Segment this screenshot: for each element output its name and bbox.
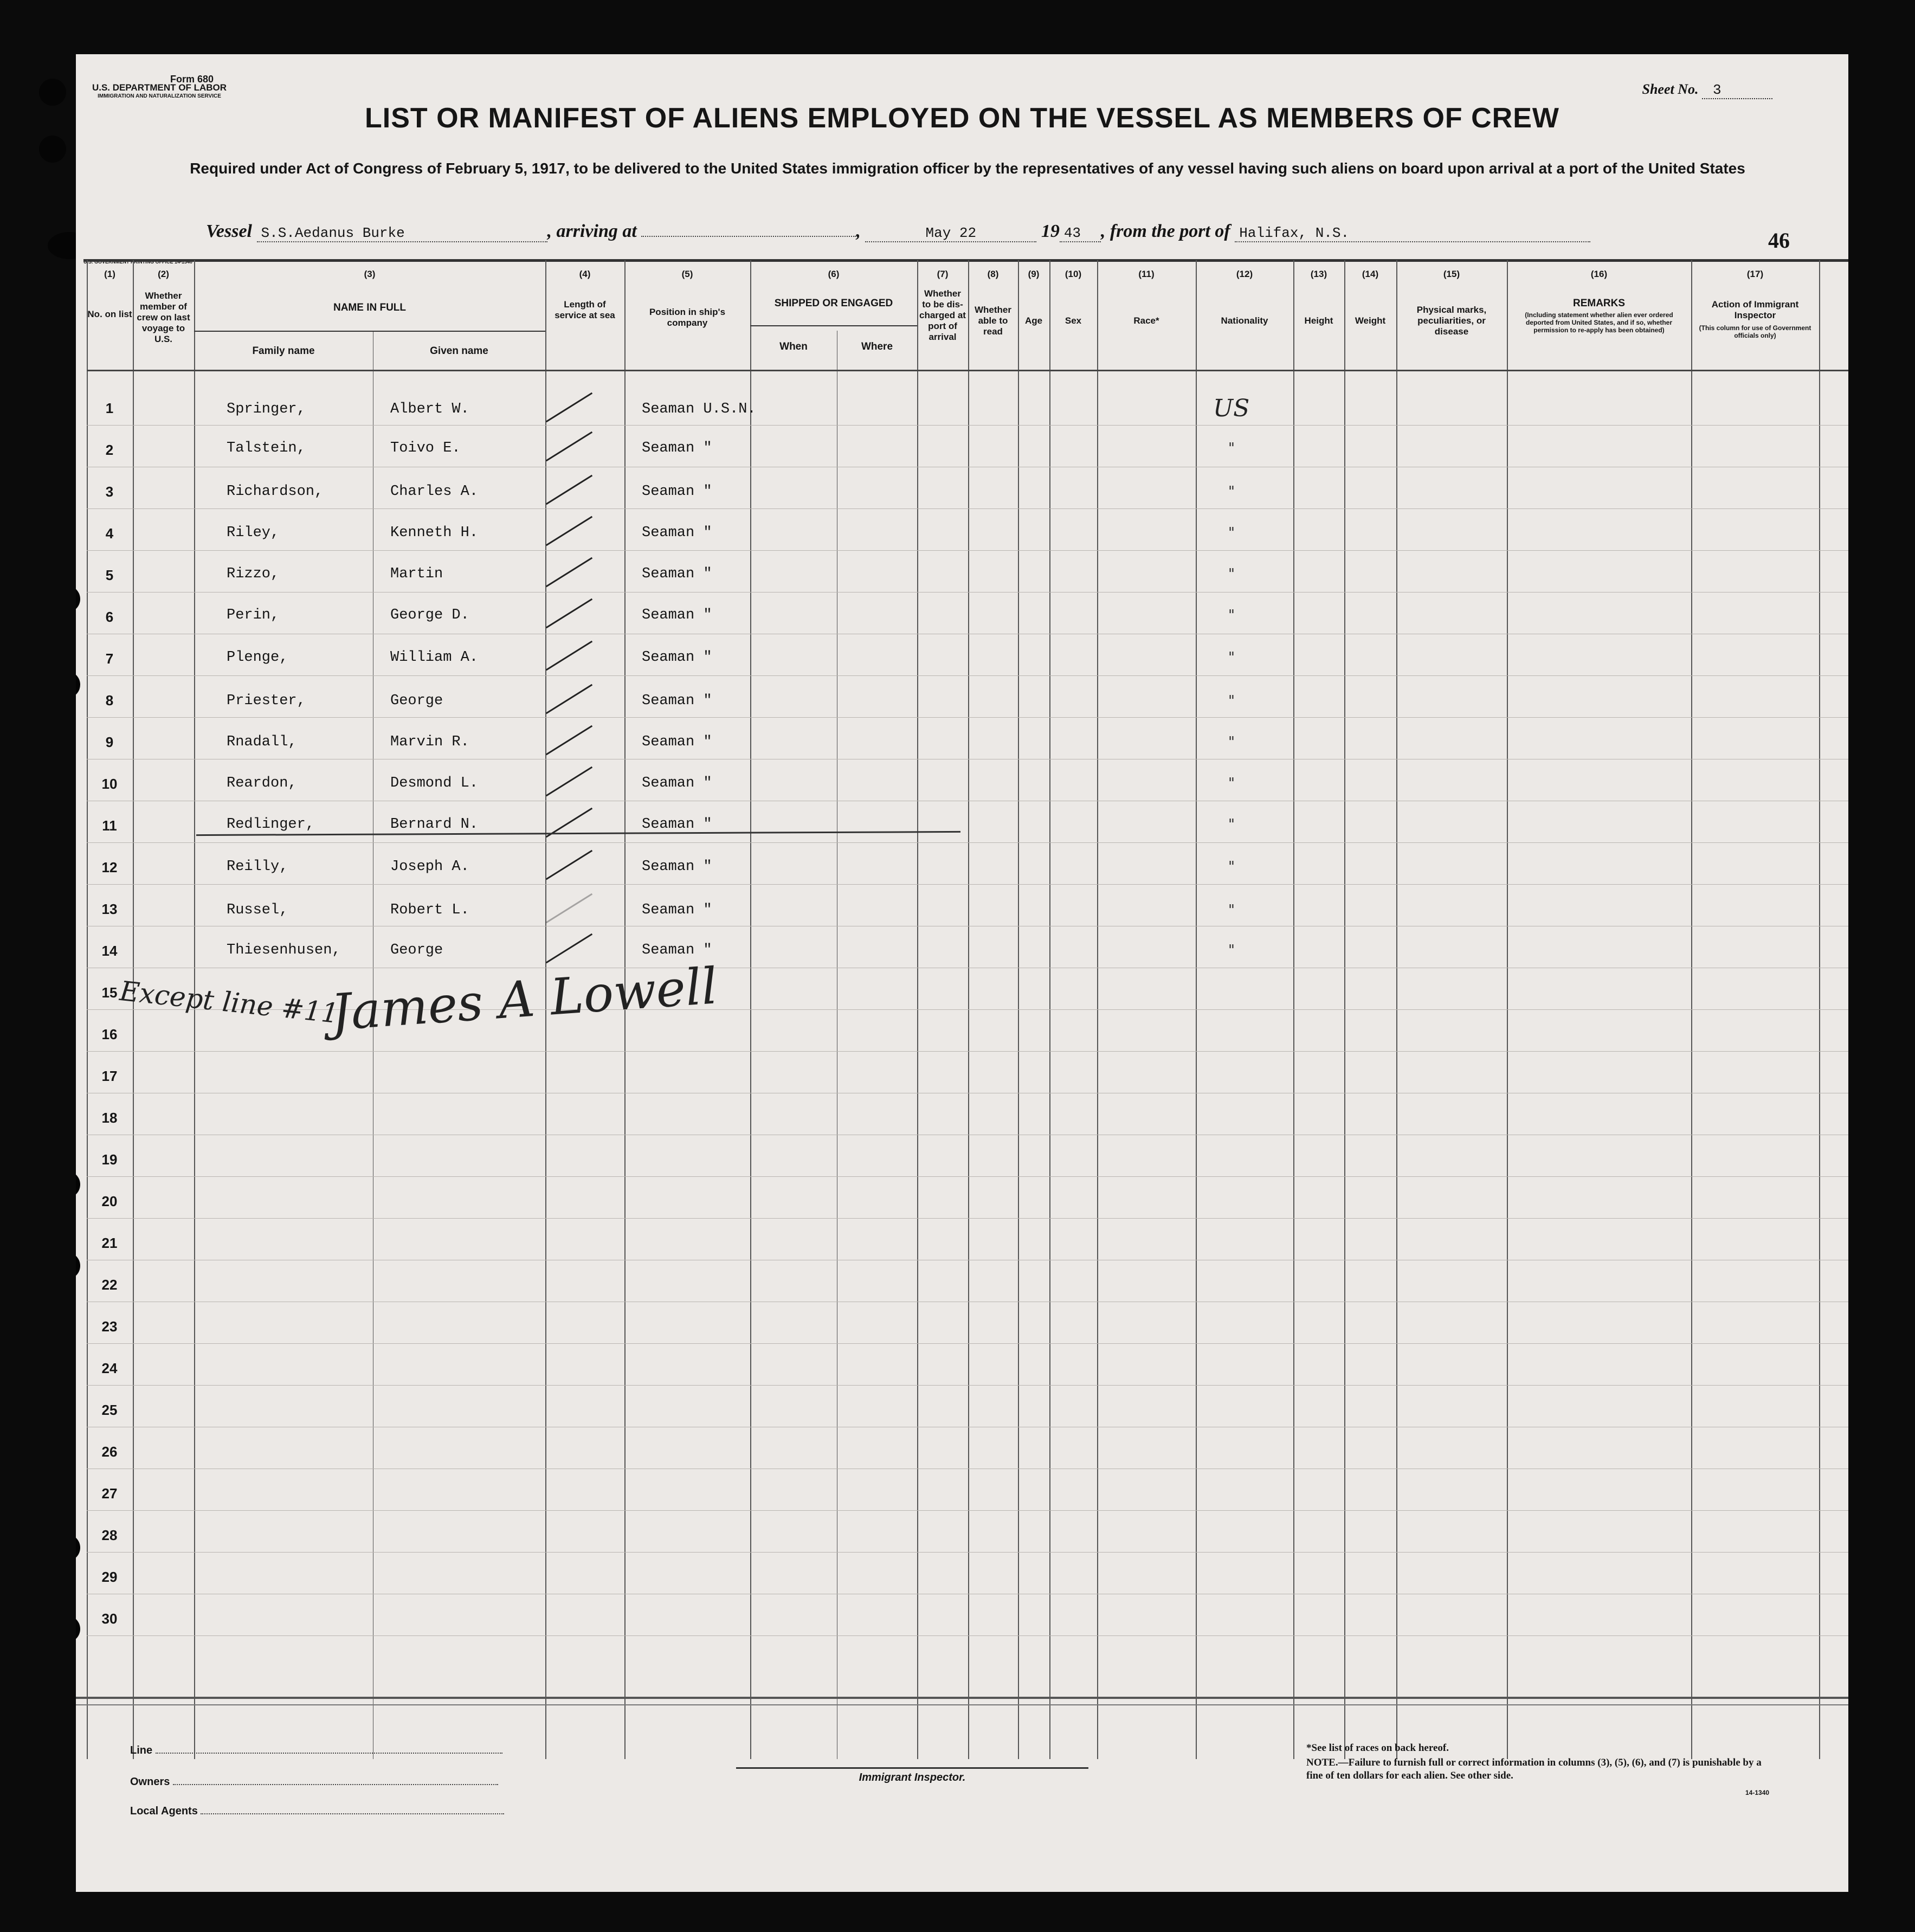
service-tick — [546, 684, 592, 714]
col-head-inspector-note: (This column for use of Government officials only) — [1699, 324, 1811, 339]
nationality: " — [1228, 484, 1235, 500]
footer-line-label: Line — [130, 1744, 153, 1756]
row-rule — [87, 884, 1848, 885]
vessel-name: S.S.Aedanus Burke — [257, 225, 547, 242]
col-head-height: Height — [1304, 315, 1333, 326]
row-number: 15 — [101, 984, 118, 1001]
col-head-sex: Sex — [1065, 315, 1082, 326]
binder-hole — [39, 136, 66, 163]
year-suffix: 43 — [1060, 225, 1101, 242]
col-head-no: No. on list — [87, 309, 132, 319]
position: Seaman " — [642, 566, 712, 582]
position: Seaman " — [642, 440, 712, 456]
row-rule — [87, 1343, 1848, 1344]
col-num-11: (11) — [1138, 269, 1155, 279]
nationality: " — [1228, 649, 1235, 666]
family-name: Riley, — [227, 525, 280, 541]
col-head-physical: Physical marks, peculiarities, or disease — [1416, 305, 1487, 337]
service-tick — [546, 893, 592, 924]
signature: James A Lowell — [329, 957, 719, 1042]
row-number: 2 — [105, 442, 114, 458]
nationality: " — [1228, 525, 1235, 541]
position: Seaman U.S.N. — [642, 401, 756, 417]
position: Seaman " — [642, 942, 712, 958]
col-head-weight: Weight — [1355, 315, 1386, 326]
family-name: Priester, — [227, 693, 306, 709]
binder-hole — [76, 1615, 80, 1643]
col-num-14: (14) — [1362, 269, 1379, 279]
row-number: 25 — [101, 1402, 118, 1418]
row-number: 24 — [101, 1360, 118, 1376]
given-name: Joseph A. — [390, 859, 469, 875]
row-number: 4 — [105, 525, 114, 542]
family-name: Russel, — [227, 902, 288, 918]
row-number: 5 — [105, 567, 114, 583]
page-number: 46 — [1768, 228, 1790, 253]
departure-port: Halifax, N.S. — [1235, 225, 1590, 242]
service-tick — [546, 725, 592, 756]
col-num-1: (1) — [104, 269, 115, 279]
given-name: Kenneth H. — [390, 525, 479, 541]
nationality: " — [1228, 607, 1235, 623]
col-num-9: (9) — [1028, 269, 1040, 279]
family-name: Redlinger, — [227, 816, 315, 833]
nationality: " — [1228, 859, 1235, 875]
row-number: 11 — [102, 817, 117, 834]
col-num-5: (5) — [681, 269, 693, 279]
col-num-10: (10) — [1065, 269, 1082, 279]
col-head-where: Where — [861, 341, 893, 352]
binder-hole — [76, 1252, 80, 1279]
nationality: " — [1228, 942, 1235, 958]
nationality: " — [1228, 734, 1235, 750]
row-number: 29 — [101, 1569, 118, 1585]
position: Seaman " — [642, 484, 712, 500]
position: Seaman " — [642, 816, 712, 833]
annotation-except: Except line #11 — [118, 975, 340, 1030]
arrival-date: May 22 — [865, 225, 1036, 242]
row-number: 12 — [101, 859, 118, 875]
given-name: Charles A. — [390, 484, 479, 500]
position: Seaman " — [642, 525, 712, 541]
footer-owners-label: Owners — [130, 1776, 170, 1788]
binder-hole — [76, 671, 80, 698]
footer-agents — [130, 1805, 504, 1818]
row-number: 20 — [101, 1193, 118, 1209]
table-top-rule — [83, 259, 1848, 262]
position: Seaman " — [642, 693, 712, 709]
family-name: Perin, — [227, 607, 280, 623]
given-name: William A. — [390, 649, 479, 666]
penalty-note: NOTE.—Failure to furnish full or correct information in columns (3), (5), (6), and (7) is punishable by a fine of ten dollars for each alien. See other side. — [1306, 1757, 1762, 1781]
col-head-inspector: Action of Immigrant Inspector — [1711, 299, 1799, 320]
row-rule — [87, 592, 1848, 593]
col-head-read: Whether able to read — [975, 305, 1011, 337]
service-tick — [546, 598, 592, 629]
row-rule — [87, 1051, 1848, 1052]
col-num-13: (13) — [1310, 269, 1327, 279]
col-num-2: (2) — [158, 269, 169, 279]
given-name: Robert L. — [390, 902, 469, 918]
col-head-discharged: Whether to be dis-charged at port of arrival — [919, 288, 966, 342]
footer-agents-field — [201, 1813, 504, 1814]
nationality: US — [1213, 395, 1250, 422]
table-bottom-rule — [76, 1697, 1848, 1699]
sheet-number-label: Sheet No. — [1642, 81, 1699, 97]
col-num-15: (15) — [1443, 269, 1460, 279]
binder-hole — [76, 585, 80, 613]
header-bottom-rule — [87, 370, 1848, 371]
family-name: Rizzo, — [227, 566, 280, 582]
row-rule — [87, 717, 1848, 718]
row-number: 19 — [101, 1151, 118, 1168]
col-head-when: When — [779, 341, 808, 352]
row-rule — [87, 1385, 1848, 1386]
position: Seaman " — [642, 734, 712, 750]
position: Seaman " — [642, 775, 712, 791]
family-name: Reardon, — [227, 775, 297, 791]
footer-line-field — [156, 1753, 502, 1754]
col-head-family: Family name — [252, 345, 315, 357]
footer-owners — [130, 1776, 498, 1788]
row-rule — [87, 1176, 1848, 1177]
service-tick — [546, 641, 592, 671]
row-number: 6 — [105, 609, 114, 625]
row-number: 8 — [105, 692, 114, 709]
col-head-age: Age — [1024, 315, 1043, 326]
page-title: LIST OR MANIFEST OF ALIENS EMPLOYED ON THE VESSEL AS MEMBERS OF CREW — [365, 102, 1559, 134]
inspector-signature-line — [736, 1767, 1088, 1769]
family-name: Plenge, — [227, 649, 288, 666]
row-number: 18 — [101, 1110, 118, 1126]
form-number: Form 680 — [170, 74, 214, 85]
row-rule — [87, 842, 1848, 843]
row-number: 1 — [105, 400, 114, 416]
row-rule — [87, 550, 1848, 551]
footer-code: 14-1340 — [1745, 1789, 1770, 1796]
row-number: 10 — [101, 776, 118, 792]
col-num-4: (4) — [579, 269, 591, 279]
given-name: Toivo E. — [390, 440, 461, 456]
nationality: " — [1228, 775, 1235, 791]
row-number: 23 — [101, 1318, 118, 1335]
col-num-16: (16) — [1590, 269, 1608, 279]
service-tick — [546, 767, 592, 797]
row-rule — [87, 675, 1848, 676]
row-number: 21 — [101, 1235, 118, 1251]
footer-owners-field — [173, 1784, 498, 1785]
service-tick — [546, 933, 592, 964]
given-name: George — [390, 693, 443, 709]
row-rule — [87, 1552, 1848, 1553]
service: IMMIGRATION AND NATURALIZATION SERVICE — [98, 93, 221, 99]
col-head-remarks: REMARKS — [1572, 298, 1626, 309]
service-tick — [546, 392, 592, 423]
family-name: Talstein, — [227, 440, 306, 456]
service-tick — [546, 557, 592, 588]
row-number: 26 — [101, 1444, 118, 1460]
row-rule — [87, 1218, 1848, 1219]
col-head-shipped: SHIPPED OR ENGAGED — [774, 298, 893, 309]
year-prefix: 19 — [1041, 221, 1060, 241]
family-name: Rnadall, — [227, 734, 297, 750]
name-header-rule — [194, 331, 545, 332]
family-name: Springer, — [227, 401, 306, 417]
inspector-label: Immigrant Inspector. — [859, 1772, 966, 1783]
row-number: 13 — [101, 901, 118, 917]
table-bottom-rule-2 — [76, 1704, 1848, 1705]
row-number: 16 — [101, 1026, 118, 1042]
arriving-label: , arriving at — [547, 221, 637, 241]
row-number: 17 — [101, 1068, 118, 1084]
row-rule — [87, 1510, 1848, 1511]
given-name: George D. — [390, 607, 469, 623]
col-head-race: Race* — [1133, 315, 1159, 326]
row-number: 30 — [101, 1611, 118, 1627]
col-num-17: (17) — [1746, 269, 1764, 279]
nationality: " — [1228, 902, 1235, 918]
col-head-position: Position in ship's company — [649, 307, 726, 328]
binder-hole — [76, 1171, 80, 1198]
nationality: " — [1228, 440, 1235, 456]
position: Seaman " — [642, 649, 712, 666]
form-identifier — [83, 75, 235, 101]
footer-line — [130, 1744, 502, 1757]
row-number: 22 — [101, 1277, 118, 1293]
position: Seaman " — [642, 859, 712, 875]
given-name: Desmond L. — [390, 775, 479, 791]
vessel-label: Vessel — [206, 221, 252, 241]
col-num-7: (7) — [937, 269, 949, 279]
col-head-remarks-note: (Including statement whether alien ever ordered deported from United States, and if so, whether permission to re-apply has been obtained) — [1525, 311, 1673, 334]
row-rule — [87, 508, 1848, 509]
given-name: Bernard N. — [390, 816, 479, 833]
row-number: 27 — [101, 1485, 118, 1502]
page-subtitle: Required under Act of Congress of February 5, 1917, to be delivered to the United States immigration officer by the representatives of any vessel having such aliens on board upon arrival at a port of the United States — [190, 160, 1745, 177]
nationality: " — [1228, 566, 1235, 582]
position: Seaman " — [642, 902, 712, 918]
col-num-12: (12) — [1236, 269, 1253, 279]
family-name: Richardson, — [227, 484, 324, 500]
service-tick — [546, 850, 592, 880]
given-name: George — [390, 942, 443, 958]
col-head-last-voyage: Whether member of crew on last voyage to U.S. — [137, 291, 190, 344]
footer-agents-label: Local Agents — [130, 1805, 198, 1817]
given-name: Marvin R. — [390, 734, 469, 750]
col-head-length: Length of service at sea — [554, 299, 615, 320]
row-number: 14 — [101, 943, 118, 959]
service-tick — [546, 516, 592, 546]
service-tick — [546, 475, 592, 505]
given-name: Albert W. — [390, 401, 469, 417]
col-num-6: (6) — [828, 269, 840, 279]
col-head-nationality: Nationality — [1221, 315, 1268, 326]
manifest-sheet — [76, 54, 1848, 1892]
col-head-name: NAME IN FULL — [333, 302, 407, 313]
row-rule — [87, 425, 1848, 426]
given-name: Martin — [390, 566, 443, 582]
row-number: 28 — [101, 1527, 118, 1543]
arriving-port — [641, 236, 856, 237]
sheet-number-value: 3 — [1702, 82, 1772, 99]
nationality: " — [1228, 816, 1235, 833]
service-tick — [546, 432, 592, 462]
nationality: " — [1228, 693, 1235, 709]
col-head-given: Given name — [430, 345, 488, 357]
binder-hole — [76, 1534, 80, 1561]
col-num-3: (3) — [364, 269, 376, 279]
department: U.S. DEPARTMENT OF LABOR — [92, 82, 227, 93]
binder-hole — [39, 79, 66, 106]
shipped-header-rule — [750, 325, 917, 326]
family-name: Thiesenhusen, — [227, 942, 341, 958]
printer-line: U.S. GOVERNMENT PRINTING OFFICE 14-1340 — [83, 259, 193, 265]
row-number: 7 — [105, 651, 114, 667]
row-number: 9 — [105, 734, 114, 750]
col-num-8: (8) — [987, 269, 999, 279]
race-note: *See list of races on back hereof. — [1306, 1742, 1449, 1754]
row-number: 3 — [105, 484, 114, 500]
position: Seaman " — [642, 607, 712, 623]
vessel-line: Vessel S.S.Aedanus Burke , arriving at , May 22 19 43 , from the port of Halifax, N.S. — [206, 221, 1590, 242]
port-label: , from the port of — [1100, 221, 1230, 241]
family-name: Reilly, — [227, 859, 288, 875]
sheet-number — [1642, 81, 1773, 99]
row-rule — [87, 1635, 1848, 1636]
